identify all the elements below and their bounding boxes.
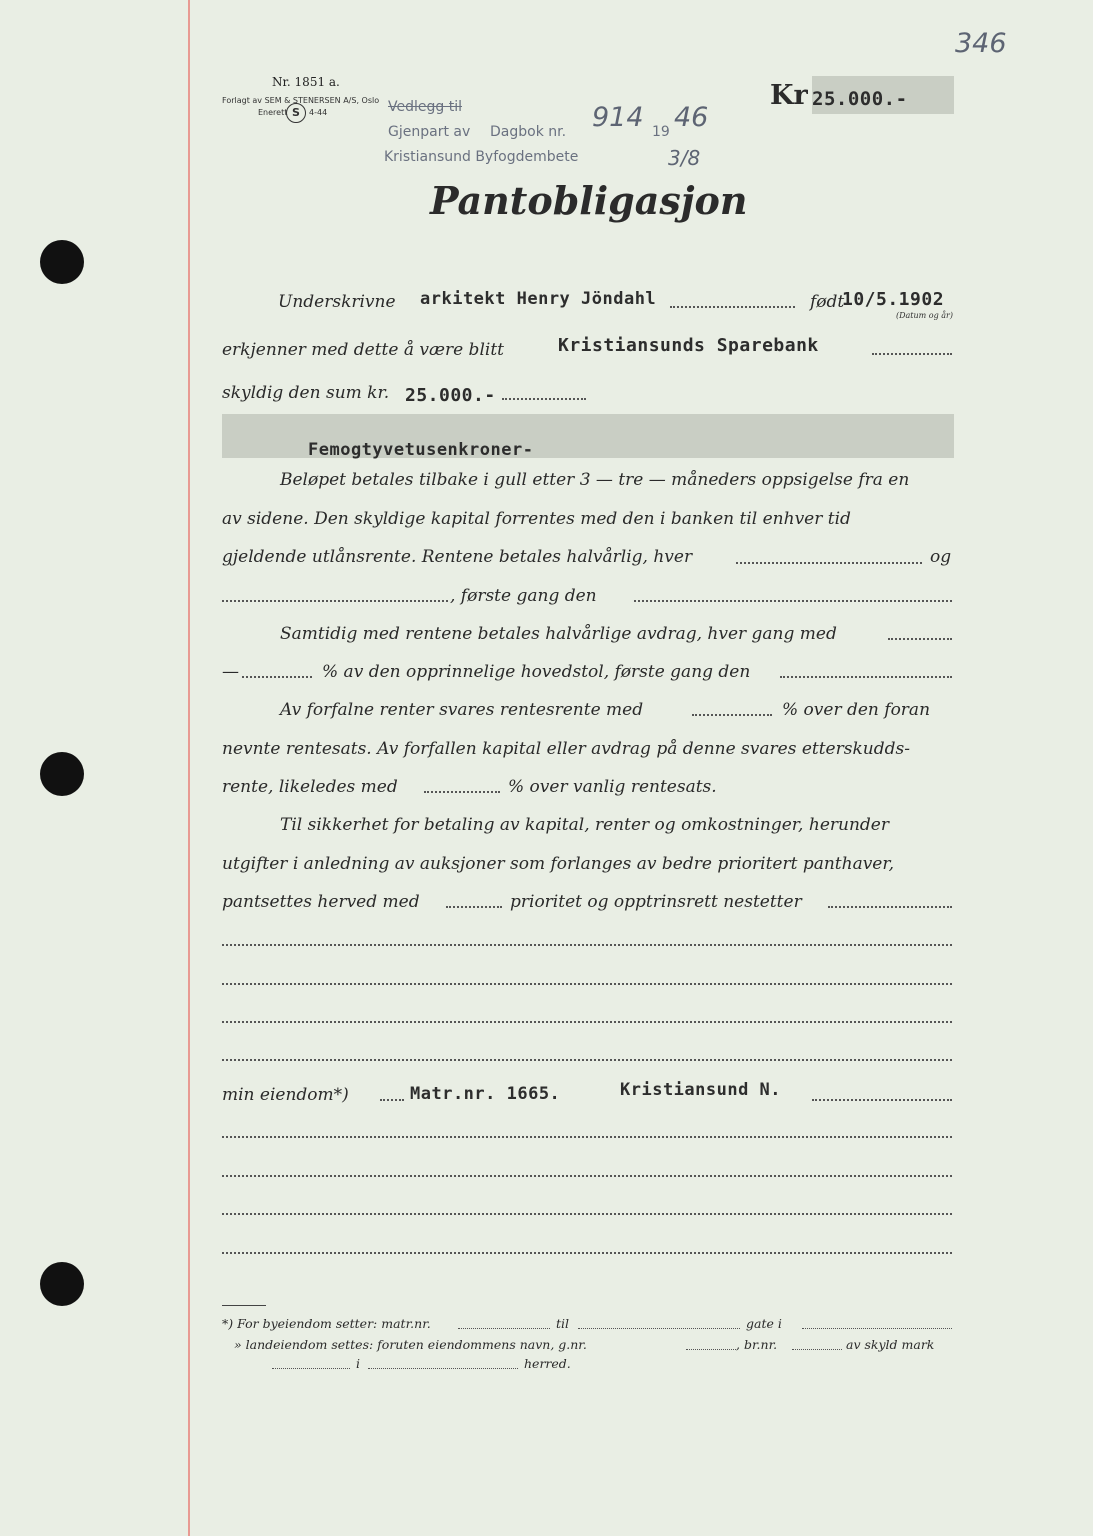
margin-line (188, 0, 190, 1536)
footnote-line: gate i (746, 1316, 782, 1331)
footnote-line: , br.nr. (736, 1337, 778, 1352)
dotted-fill (242, 676, 312, 678)
dotted-fill (802, 1328, 952, 1329)
body-line: , første gang den (450, 586, 597, 606)
body-line: % over vanlig rentesats. (508, 777, 717, 797)
amount-value: 25.000.- (812, 88, 908, 110)
amount-currency-label: Kr (770, 80, 808, 111)
dagbok-number: 914 (592, 102, 644, 133)
dotted-fill (368, 1368, 518, 1369)
punch-hole (40, 752, 84, 796)
body-line: % av den opprinnelige hovedstol, første gang den (322, 662, 751, 682)
dotted-fill (692, 714, 772, 716)
dotted-fill (578, 1328, 740, 1329)
page-title: Pantobligasjon (430, 178, 748, 223)
born-hint: (Datum og år) (896, 311, 953, 320)
body-line: Beløpet betales tilbake i gull etter 3 — tre — måneders oppsigelse fra en (280, 470, 910, 490)
debtor-name: arkitekt Henry Jöndahl (420, 289, 657, 309)
publisher: Forlagt av SEM & STENERSEN A/S, Oslo (222, 96, 380, 105)
body-line: rente, likeledes med (222, 777, 398, 797)
dotted-fill (828, 906, 952, 908)
dotted-fill (222, 600, 448, 602)
property-label: min eiendom*) (222, 1085, 349, 1105)
body-line: Av forfalne renter svares rentesrente med (280, 700, 644, 720)
body-line: utgifter i anledning av auksjoner som forlanges av bedre prioritert panthaver, (222, 854, 895, 874)
dotted-fill (686, 1349, 736, 1350)
body-line: prioritet og opptrinsrett nestetter (510, 892, 802, 912)
form-number: Nr. 1851 a. (272, 75, 340, 89)
body-line: % over den foran (782, 700, 931, 720)
dotted-line (222, 1136, 952, 1138)
stamp-line-3: Kristiansund Byfogdembete (384, 149, 579, 165)
property-place: Kristiansund N. (620, 1080, 782, 1100)
footnote-line: *) For byeiendom setter: matr.nr. (222, 1316, 431, 1331)
year-suffix: 46 (674, 102, 709, 133)
body-line: av sidene. Den skyldige kapital forrentes med den i banken til enhver tid (222, 509, 851, 529)
page-number: 346 (955, 28, 1007, 59)
dotted-fill (446, 906, 502, 908)
dagbok-label: Dagbok nr. (490, 124, 567, 140)
punch-hole (40, 1262, 84, 1306)
dotted-fill (792, 1349, 842, 1350)
dotted-line (222, 1021, 952, 1023)
footnote-line: av skyld mark (846, 1337, 935, 1352)
publisher-logo-icon: S (286, 103, 306, 123)
dotted-fill (736, 562, 922, 564)
creditor-name: Kristiansunds Sparebank (558, 335, 819, 356)
body-line: nevnte rentesats. Av forfallen kapital eller avdrag på denne svares etterskudds- (222, 739, 910, 759)
stamp-date: 3/8 (668, 146, 701, 170)
dotted-fill (670, 306, 795, 308)
dotted-line (222, 1252, 952, 1254)
dotted-fill (634, 600, 952, 602)
dotted-line (222, 1175, 952, 1177)
body-line: gjeldende utlånsrente. Rentene betales halvårlig, hver (222, 547, 693, 567)
property-matr: Matr.nr. 1665. (410, 1084, 561, 1104)
sum-label: skyldig den sum kr. (222, 383, 390, 403)
body-line: pantsettes herved med (222, 892, 420, 912)
dotted-line (222, 983, 952, 985)
body-line: og (930, 547, 952, 567)
dotted-fill (812, 1099, 952, 1101)
dotted-line (222, 1213, 952, 1215)
body-line: Til sikkerhet for betaling av kapital, renter og omkostninger, herunder (280, 815, 889, 835)
dotted-fill (872, 353, 952, 355)
stamp-line-1: Vedlegg til (388, 99, 462, 115)
born-date: 10/5.1902 (842, 289, 945, 310)
stamp-line-2: Gjenpart av (388, 124, 471, 140)
rights-label: Enerett (258, 108, 288, 117)
footnote-line: til (556, 1316, 570, 1331)
body-line: — (222, 662, 239, 682)
dotted-line (222, 1059, 952, 1061)
footnote-line: i (356, 1356, 360, 1371)
sum-value: 25.000.- (405, 385, 496, 406)
dotted-fill (424, 791, 500, 793)
footnote-line: herred. (524, 1356, 571, 1371)
dotted-fill (780, 676, 952, 678)
undersigned-label: Underskrivne (278, 292, 396, 312)
dotted-fill (380, 1099, 404, 1101)
form-code: 4-44 (309, 108, 328, 117)
dotted-fill (272, 1368, 350, 1369)
footnote-line: » landeiendom settes: foruten eiendommens navn, g.nr. (234, 1337, 587, 1352)
year-prefix: 19 (652, 124, 670, 140)
born-label: født (810, 292, 845, 312)
sum-in-words: Femogtyvetusenkroner- (308, 440, 534, 460)
dotted-line (222, 944, 952, 946)
dotted-fill (458, 1328, 550, 1329)
body-line: Samtidig med rentene betales halvårlige avdrag, hver gang med (280, 624, 837, 644)
dotted-fill (502, 398, 586, 400)
footnote-separator (222, 1305, 266, 1306)
creditor-label: erkjenner med dette å være blitt (222, 340, 504, 360)
punch-hole (40, 240, 84, 284)
dotted-fill (888, 638, 952, 640)
